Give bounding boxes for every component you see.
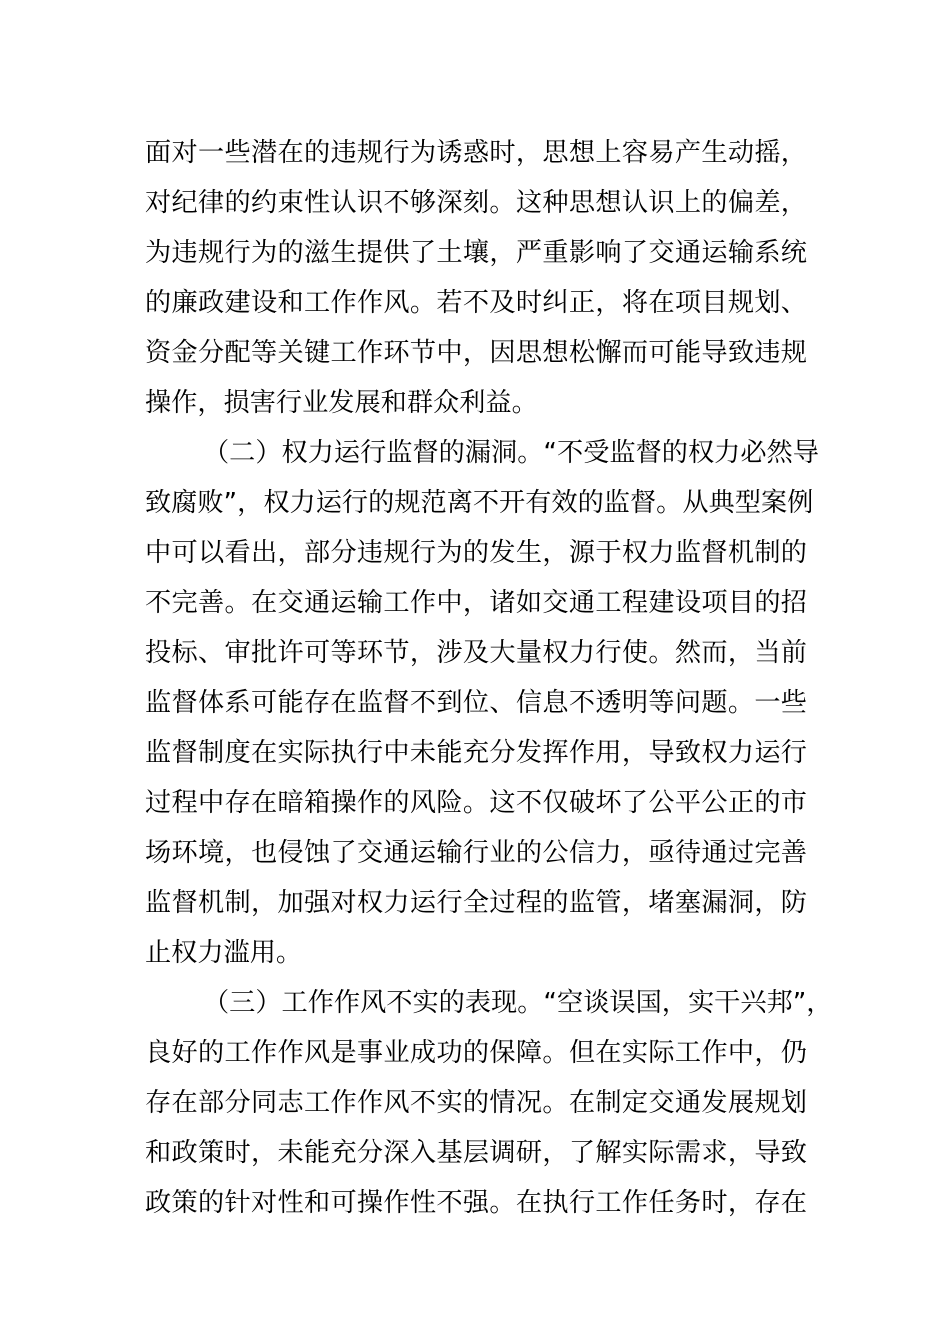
text-line: 面对一些潜在的违规行为诱惑时，思想上容易产生动摇， (145, 138, 807, 168)
text-line: 监督制度在实际执行中未能充分发挥作用，导致权力运行 (145, 738, 807, 768)
text-line: 存在部分同志工作作风不实的情况。在制定交通发展规划 (145, 1088, 807, 1118)
text-line: 止权力滥用。 (145, 938, 303, 968)
text-line: 良好的工作作风是事业成功的保障。但在实际工作中，仍 (145, 1038, 807, 1068)
text-line: 和政策时，未能充分深入基层调研，了解实际需求，导致 (145, 1138, 807, 1168)
text-line: 不完善。在交通运输工作中，诸如交通工程建设项目的招 (145, 588, 807, 618)
text-line: 操作，损害行业发展和群众利益。 (145, 388, 538, 418)
text-line: 投标、审批许可等环节，涉及大量权力行使。然而，当前 (145, 638, 807, 668)
section-heading-line: （二）权力运行监督的漏洞。“不受监督的权力必然导 (203, 438, 819, 468)
text-line: 监督体系可能存在监督不到位、信息不透明等问题。一些 (145, 688, 807, 718)
text-line: 政策的针对性和可操作性不强。在执行工作任务时，存在 (145, 1188, 807, 1218)
body-text (145, 128, 833, 1228)
text-line: 监督机制，加强对权力运行全过程的监管，堵塞漏洞，防 (145, 888, 807, 918)
text-line: 致腐败”，权力运行的规范离不开有效的监督。从典型案例 (145, 488, 814, 518)
text-line: 资金分配等关键工作环节中，因思想松懈而可能导致违规 (145, 338, 807, 368)
text-line: 中可以看出，部分违规行为的发生，源于权力监督机制的 (145, 538, 807, 568)
text-line: 的廉政建设和工作作风。若不及时纠正，将在项目规划、 (145, 288, 807, 318)
section-heading-line: （三）工作作风不实的表现。“空谈误国，实干兴邦”， (203, 988, 833, 1018)
text-line: 为违规行为的滋生提供了土壤，严重影响了交通运输系统 (145, 238, 807, 268)
text-line: 过程中存在暗箱操作的风险。这不仅破坏了公平公正的市 (145, 788, 807, 818)
text-line: 场环境，也侵蚀了交通运输行业的公信力，亟待通过完善 (145, 838, 807, 868)
text-line: 对纪律的约束性认识不够深刻。这种思想认识上的偏差， (145, 188, 807, 218)
